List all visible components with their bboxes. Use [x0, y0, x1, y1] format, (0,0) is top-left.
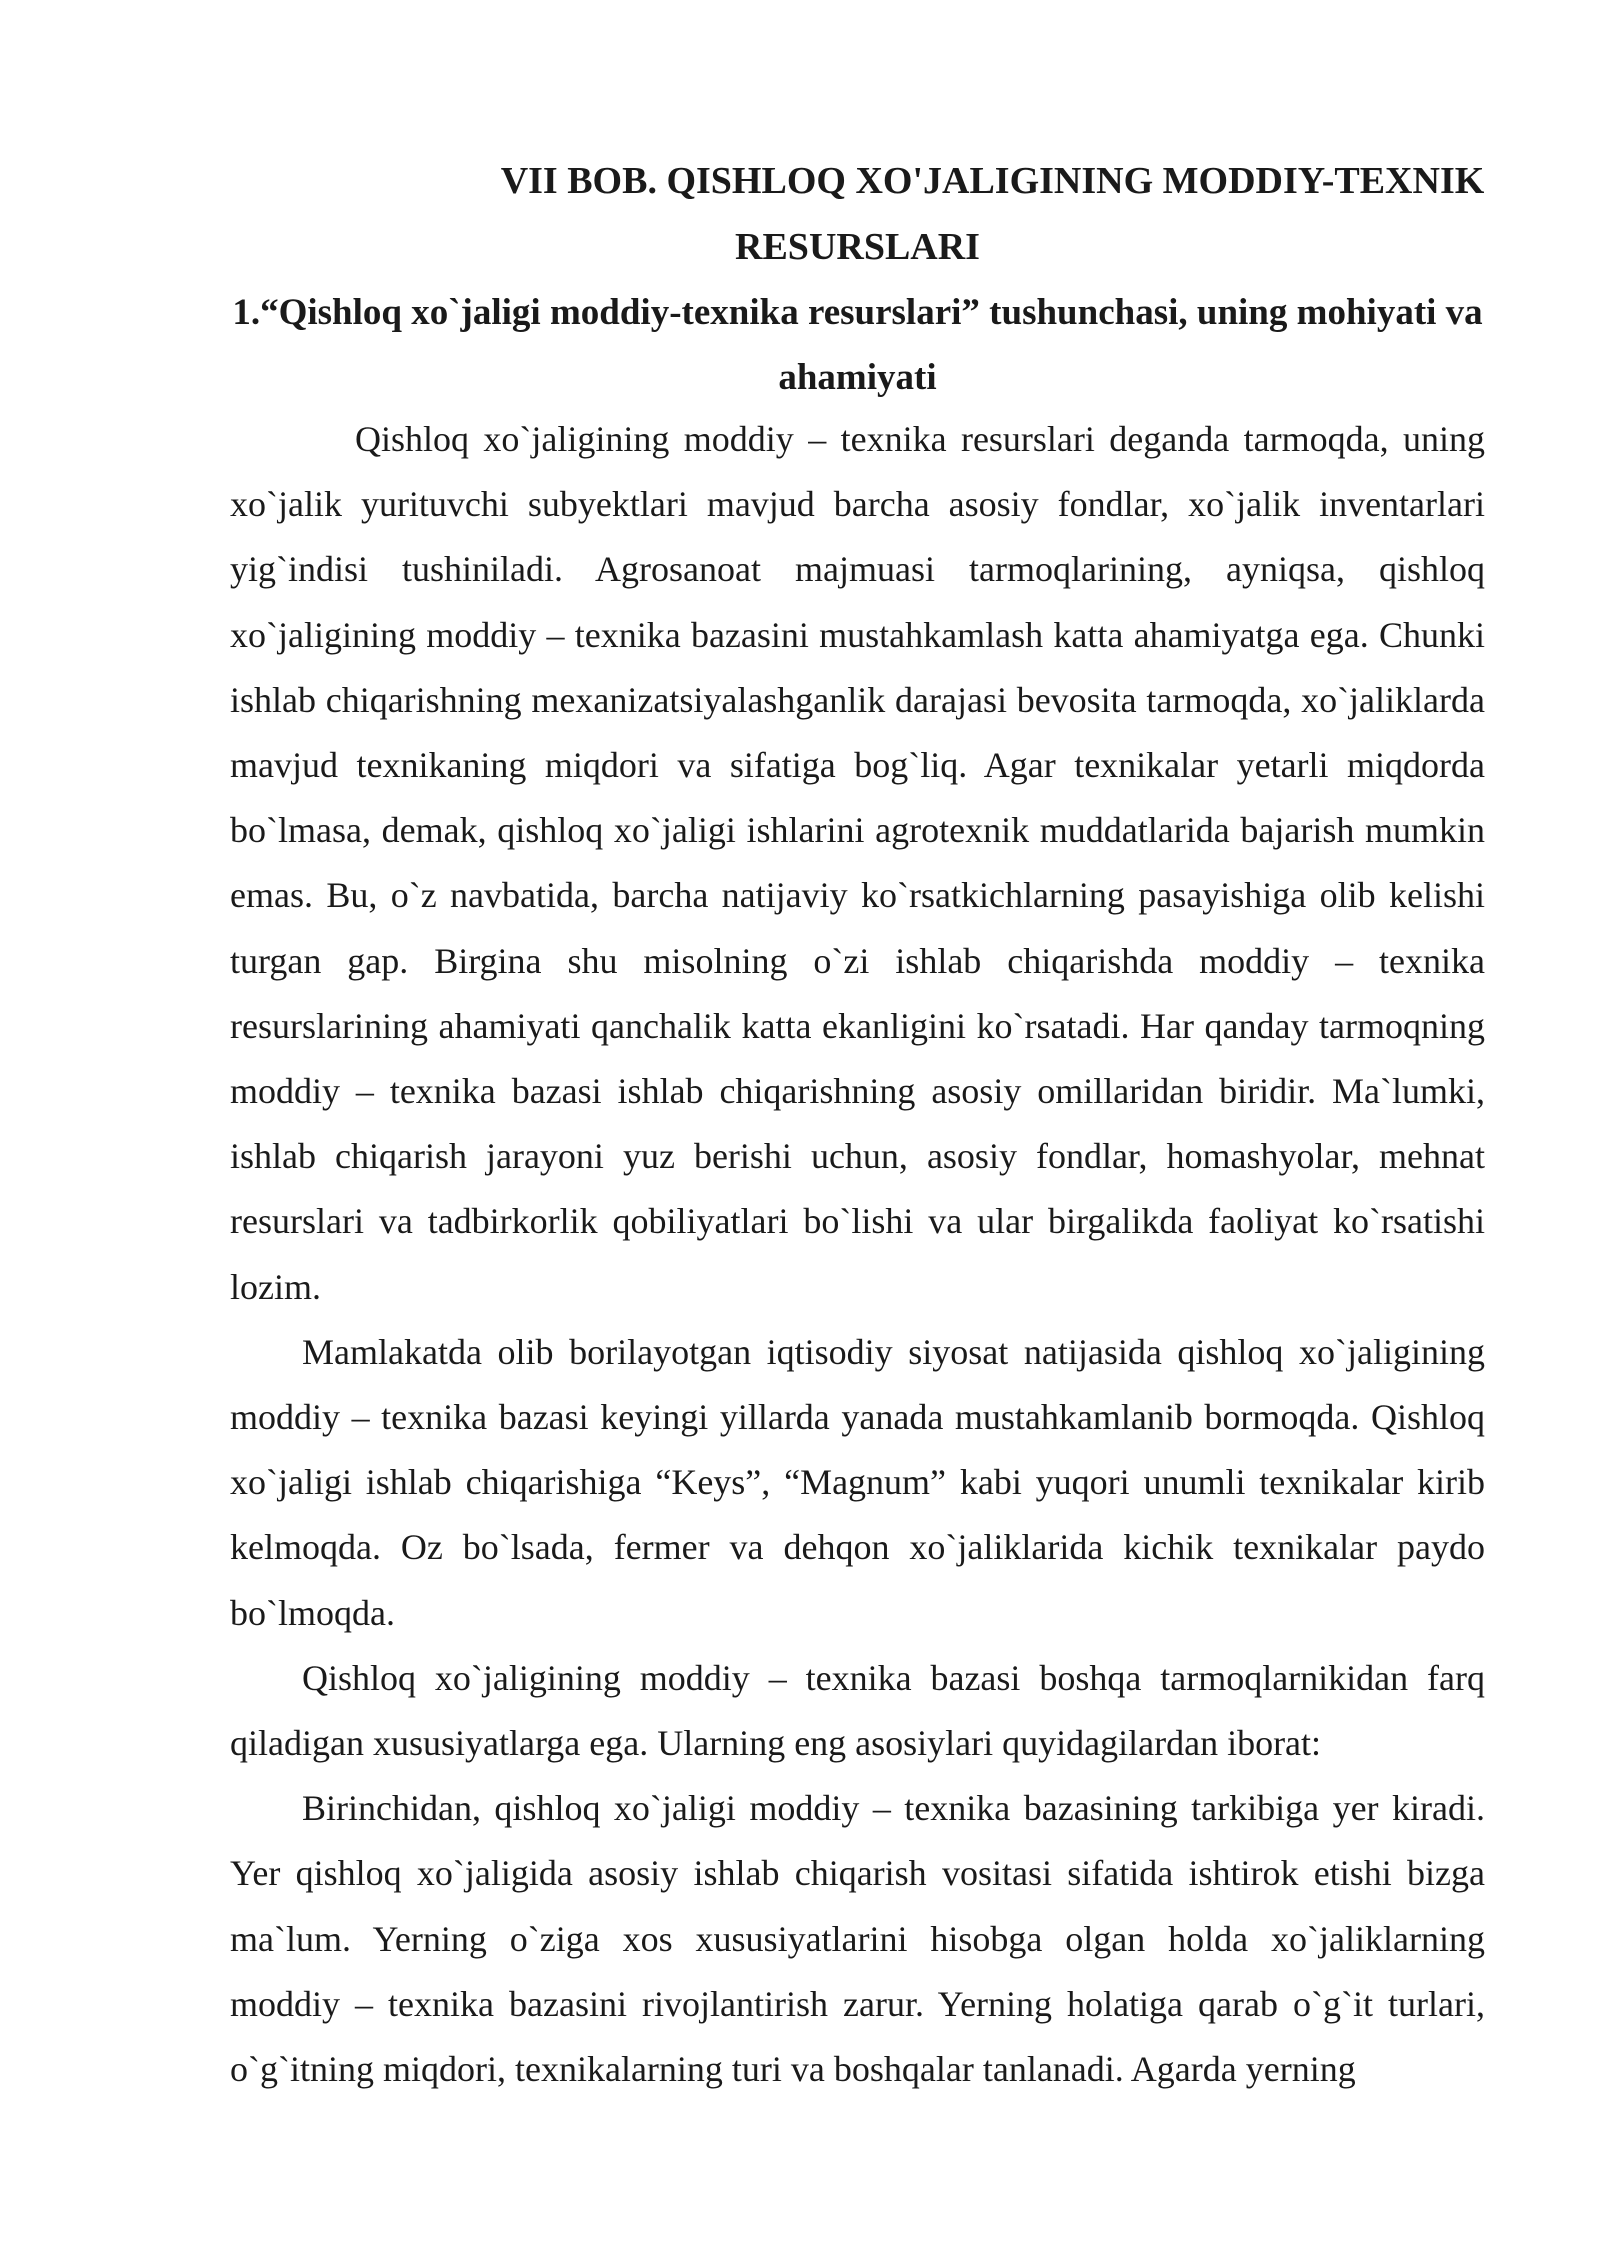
paragraph-3: Qishloq xo`jaligining moddiy – texnika bazasi boshqa tarmoqlarnikidan farq qiladigan xususiyatlarga ega. Ularning eng asosiylari quyidagilardan iborat: — [230, 1657, 1485, 1764]
section-title: 1.“Qishloq xo`jaligi moddiy-texnika resurslari” tushunchasi, uning mohiyati va ahamiyati — [232, 292, 1483, 398]
chapter-title-line1: VII BOB. QISHLOQ XO'JALIGINING MODDIY-TEXNIK — [500, 160, 1485, 202]
paragraph-1: Qishloq xo`jaligining moddiy – texnika resurslari deganda tarmoqda, uning xo`jalik yurituvchi subyektlari mavjud barcha asosiy fondlar, xo`jalik inventarlari yig`indisi tushiniladi. Agrosanoat majmuasi tarmoqlarining, ayniqsa, qishloq xo`jaligining moddiy – texnika bazasini mustahkamlash katta ahamiyatga ega. Chunki ishlab chiqarishning mexanizatsiyalashganlik darajasi bevosita tarmoqda, xo`jaliklarda mavjud texnikaning miqdori va sifatiga bog`liq. Agar texnikalar yetarli miqdorda bo`lmasa, demak, qishloq xo`jaligi ishlarini agrotexnik muddatlarida bajarish mumkin emas. Bu, o`z navbatida, barcha natijaviy ko`rsatkichlarning pasayishiga olib kelishi turgan gap. Birgina shu misolning o`zi ishlab chiqarishda moddiy – texnika resurslarining ahamiyati qanchalik katta ekanligini ko`rsatadi. Har qanday tarmoqning moddiy – texnika bazasi ishlab chiqarishning asosiy omillaridan biridir. Ma`lumki, ishlab chiqarish jarayoni yuz berishi uchun, asosiy fondlar, homashyolar, mehnat resurslari va tadbirkorlik qobiliyatlari bo`lishi va ular birgalikda faoliyat ko`rsatishi lozim. — [230, 419, 1485, 1307]
chapter-title — [230, 148, 1485, 280]
paragraph-2: Mamlakatda olib borilayotgan iqtisodiy siyosat natijasida qishloq xo`jaligining moddiy – texnika bazasi keyingi yillarda yanada mustahkamlanib bormoqda. Qishloq xo`jaligi ishlab chiqarishiga “Keys”, “Magnum” kabi yuqori unumli texnikalar kirib kelmoqda. Oz bo`lsada, fermer va dehqon xo`jaliklarida kichik texnikalar paydo bo`lmoqda. — [230, 1331, 1485, 1633]
chapter-title-line2: RESURSLARI — [735, 226, 980, 268]
paragraph-4: Birinchidan, qishloq xo`jaligi moddiy – texnika bazasining tarkibiga yer kiradi. Yer qishloq xo`jaligida asosiy ishlab chiqarish vositasi sifatida ishtirok etishi bizga ma`lum. Yerning o`ziga xos xususiyatlarini hisobga olgan holda xo`jaliklarning moddiy – texnika bazasini rivojlantirish zarur. Yerning holatiga qarab o`g`it turlari, o`g`itning miqdori, texnikalarning turi va boshqalar tanlanadi. Agarda yerning — [230, 1788, 1485, 2090]
body-text — [230, 407, 1485, 2102]
